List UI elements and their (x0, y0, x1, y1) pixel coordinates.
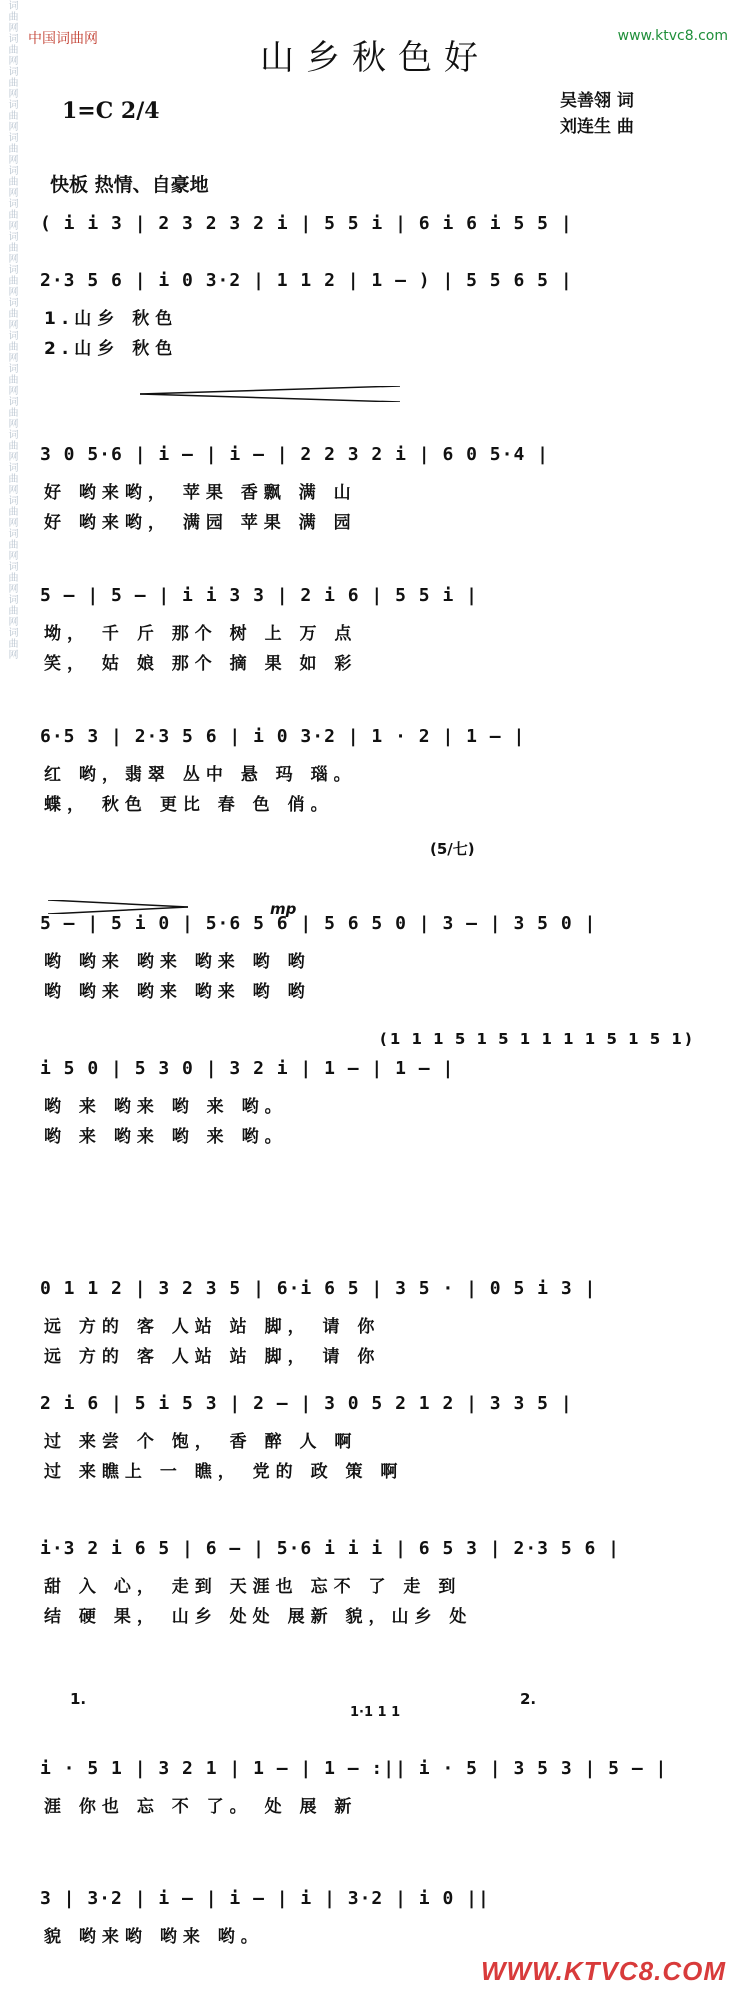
lyricist: 吴善翎 词 (560, 91, 634, 111)
lyric-verse-2 (40, 1822, 720, 1852)
volta-2: 2. (520, 1690, 537, 1708)
dynamic-mp: mp (270, 900, 297, 918)
tempo-marking: 快板 热情、自豪地 (50, 174, 209, 196)
notation-line (40, 436, 720, 478)
lyric-verse-1: 哟 哟来 哟来 哟来 哟 哟 (44, 952, 311, 972)
notes-text: 2 i 6 | 5 i 5 3 | 2 — | 3 0 5 2 1 2 | 3 3 5 | (40, 1393, 573, 1414)
site-url-top-right[interactable]: www.ktvc8.com (617, 28, 728, 44)
lyric-verse-1: 红 哟，翡翠 丛中 悬 玛 瑙。 (44, 765, 357, 785)
notes-text: i · 5 1 | 3 2 1 | 1 — | 1 — :|| i · 5 | 3 5 3 | 5 — | (40, 1758, 668, 1779)
lyric-verse-1: 1.山乡 秋色 (44, 309, 179, 329)
notation-line (40, 1385, 720, 1427)
notes-text: 3 0 5·6 | i — | i — | 2 2 3 2 i | 6 0 5·4 | (40, 444, 549, 465)
system-11 (40, 1750, 720, 1852)
credits (560, 88, 710, 140)
lyric-verse-2: 哟 来 哟来 哟 来 哟。 (44, 1127, 288, 1147)
triplet-hint: (1 1 1 5 1 5 1 1 1 1 5 1 5 1) (380, 1030, 695, 1048)
lyric-verse-2: 蝶， 秋色 更比 春 色 俏。 (44, 795, 334, 815)
lyric-verse-1: 甜 入 心， 走到 天涯也 忘不 了 走 到 (44, 1577, 462, 1597)
lyric-verse-1: 哟 来 哟来 哟 来 哟。 (44, 1097, 288, 1117)
lyric-verse-1: 坳， 千 斤 那个 树 上 万 点 (44, 624, 358, 644)
notation-line (40, 1880, 720, 1922)
ending-tuplet: 1·1 1 1 (350, 1705, 401, 1720)
system-10 (40, 1530, 720, 1632)
notation-line (40, 1270, 720, 1312)
system-5 (40, 718, 720, 820)
notes-text: 2·3 5 6 | i 0 3·2 | 1 1 2 | 1 — ) | 5 5 6 5 | (40, 270, 573, 291)
notes-text: i·3 2 i 6 5 | 6 — | 5·6 i i i | 6 5 3 | 2·3 5 6 | (40, 1538, 621, 1559)
volta-1: 1. (70, 1690, 87, 1708)
lyric-verse-1: 远 方的 客 人站 站 脚， 请 你 (44, 1317, 381, 1337)
notes-text: 0 1 1 2 | 3 2 3 5 | 6·i 6 5 | 3 5 · | 0 5 i 3 | (40, 1278, 597, 1299)
notation-line (40, 577, 720, 619)
side-watermark: 词曲网词曲网词曲网词曲网词曲网词曲网词曲网词曲网词曲网词曲网词曲网词曲网词曲网词曲网词曲网词曲网词曲网词曲网词曲网词曲网 (6, 0, 17, 660)
key-signature: 1=C 2/4 (62, 98, 160, 124)
notation-line (40, 262, 720, 304)
lyric-verse-1: 过 来尝 个 饱， 香 醉 人 啊 (44, 1432, 358, 1452)
system-4 (40, 577, 720, 679)
lyric-verse-1: 貌 哟来哟 哟来 哟。 (44, 1927, 264, 1947)
system-8 (40, 1270, 720, 1372)
lyric-verse-2: 哟 哟来 哟来 哟来 哟 哟 (44, 982, 311, 1002)
notes-text: 3 | 3·2 | i — | i — | i | 3·2 | i 0 || (40, 1888, 490, 1909)
system-3 (40, 436, 720, 538)
composer: 刘连生 曲 (560, 117, 634, 137)
notation-line (40, 1530, 720, 1572)
system-2 (40, 262, 720, 364)
notes-text: 5 — | 5 i 0 | 5·6 5 6 | 5 6 5 0 | 3 — | 3 5 0 | (40, 913, 597, 934)
notation-line (40, 718, 720, 760)
lyric-verse-2: 2.山乡 秋色 (44, 339, 179, 359)
notes-text: 6·5 3 | 2·3 5 6 | i 0 3·2 | 1 · 2 | 1 — | (40, 726, 526, 747)
site-name-top-left[interactable]: 中国词曲网 (28, 31, 98, 47)
lyric-verse-1: 涯 你也 忘 不 了。 处 展 新 (44, 1797, 358, 1817)
notes-text: 5 — | 5 — | i i 3 3 | 2 i 6 | 5 5 i | (40, 585, 478, 606)
grace-note-mark: (5/七) (430, 840, 475, 858)
lyric-verse-1: 好 哟来哟， 苹果 香飘 满 山 (44, 483, 357, 503)
lyric-verse-2: 好 哟来哟， 满园 苹果 满 园 (44, 513, 357, 533)
site-url-bottom[interactable]: WWW.KTVC8.COM (480, 1956, 726, 1986)
notation-line (40, 205, 720, 247)
system-7 (40, 1050, 720, 1152)
system-6 (40, 905, 720, 1007)
lyric-verse-2: 过 来瞧上 一 瞧， 党的 政 策 啊 (44, 1462, 404, 1482)
notation-line (40, 1750, 720, 1792)
notation-line (40, 1050, 720, 1092)
notation-line (40, 905, 720, 947)
song-title: 山乡秋色好 (260, 38, 490, 78)
crescendo-mark (140, 386, 400, 402)
system-9 (40, 1385, 720, 1487)
lyric-verse-2: 远 方的 客 人站 站 脚， 请 你 (44, 1347, 381, 1367)
lyric-verse-2: 笑， 姑 娘 那个 摘 果 如 彩 (44, 654, 358, 674)
lyric-verse-2: 结 硬 果， 山乡 处处 展新 貌，山乡 处 (44, 1607, 473, 1627)
notes-text: i 5 0 | 5 3 0 | 3 2 i | 1 — | 1 — | (40, 1058, 455, 1079)
system-1 (40, 205, 720, 247)
notes-text: ( i i 3 | 2 3 2 3 2 i | 5 5 i | 6 i 6 i 5 5 | (40, 213, 573, 234)
